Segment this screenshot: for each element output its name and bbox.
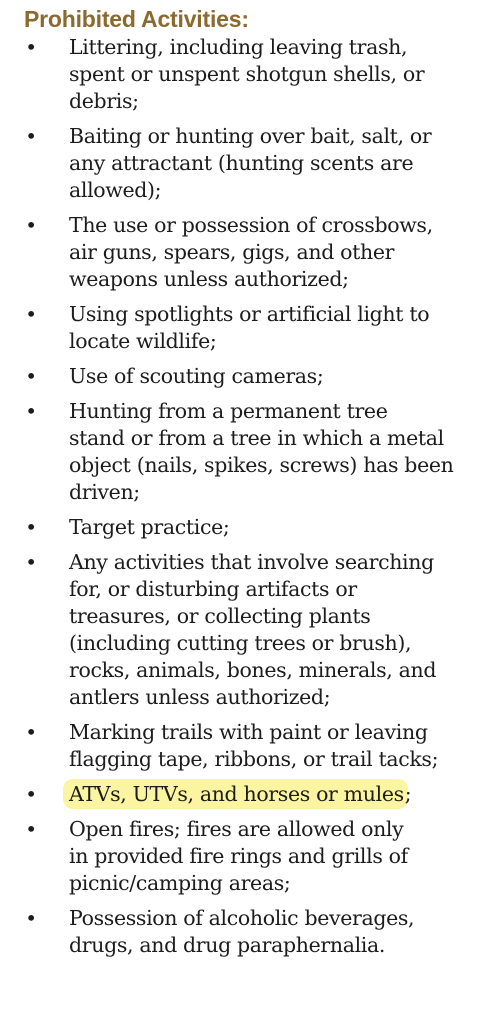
item-line: debris; <box>69 89 139 113</box>
bullet-icon: • <box>25 124 37 148</box>
bullet-icon: • <box>25 515 37 539</box>
list-item <box>0 123 500 204</box>
prohibited-activities-list <box>0 34 500 967</box>
bullet-icon: • <box>25 720 37 744</box>
list-item <box>0 905 500 959</box>
item-line: allowed); <box>69 178 162 202</box>
item-line: spent or unspent shotgun shells, or <box>69 62 425 86</box>
item-line: weapons unless authorized; <box>69 267 349 291</box>
bullet-icon: • <box>25 213 37 237</box>
item-line: Any activities that involve searching <box>69 550 434 574</box>
list-item <box>0 549 500 711</box>
item-line <box>69 781 494 808</box>
bullet-icon: • <box>25 906 37 930</box>
item-line: Littering, including leaving trash, <box>69 35 408 59</box>
item-line: in provided fire rings and grills of <box>69 844 408 868</box>
item-line: driven; <box>69 480 140 504</box>
item-line: air guns, spears, gigs, and other <box>69 240 395 264</box>
list-item <box>0 719 500 773</box>
list-item-highlighted <box>0 781 500 808</box>
bullet-icon: • <box>25 399 37 423</box>
list-item <box>0 301 500 355</box>
item-line: any attractant (hunting scents are <box>69 151 414 175</box>
list-item <box>0 816 500 897</box>
item-line: Baiting or hunting over bait, salt, or <box>69 124 432 148</box>
item-line: Use of scouting cameras; <box>69 364 324 388</box>
item-line: locate wildlife; <box>69 329 217 353</box>
bullet-icon: • <box>25 817 37 841</box>
item-line: object (nails, spikes, screws) has been <box>69 453 454 477</box>
item-line: (including cutting trees or brush), <box>69 631 412 655</box>
section-heading: Prohibited Activities: <box>24 6 249 32</box>
item-line: Hunting from a permanent tree <box>69 399 388 423</box>
item-line: flagging tape, ribbons, or trail tacks; <box>69 747 439 771</box>
item-line: Target practice; <box>69 515 230 539</box>
item-line: drugs, and drug paraphernalia. <box>69 933 386 957</box>
item-line: rocks, animals, bones, minerals, and <box>69 658 437 682</box>
list-item <box>0 514 500 541</box>
item-line: treasures, or collecting plants <box>69 604 371 628</box>
item-line: picnic/camping areas; <box>69 871 291 895</box>
highlighted-text: ATVs, UTVs, and horses or mules <box>66 782 405 806</box>
item-line: antlers unless authorized; <box>69 685 331 709</box>
item-line: stand or from a tree in which a metal <box>69 426 444 450</box>
bullet-icon: • <box>25 364 37 388</box>
item-line: The use or possession of crossbows, <box>69 213 433 237</box>
list-item <box>0 34 500 115</box>
bullet-icon: • <box>25 35 37 59</box>
list-item <box>0 363 500 390</box>
bullet-icon: • <box>25 302 37 326</box>
item-line: Possession of alcoholic beverages, <box>69 906 415 930</box>
bullet-icon: • <box>25 782 37 806</box>
bullet-icon: • <box>25 550 37 574</box>
item-line-suffix: ; <box>404 782 412 806</box>
list-item <box>0 398 500 506</box>
list-item <box>0 212 500 293</box>
item-line: Open fires; fires are allowed only <box>69 817 404 841</box>
item-line: for, or disturbing artifacts or <box>69 577 357 601</box>
item-line: Using spotlights or artificial light to <box>69 302 430 326</box>
item-line: Marking trails with paint or leaving <box>69 720 428 744</box>
